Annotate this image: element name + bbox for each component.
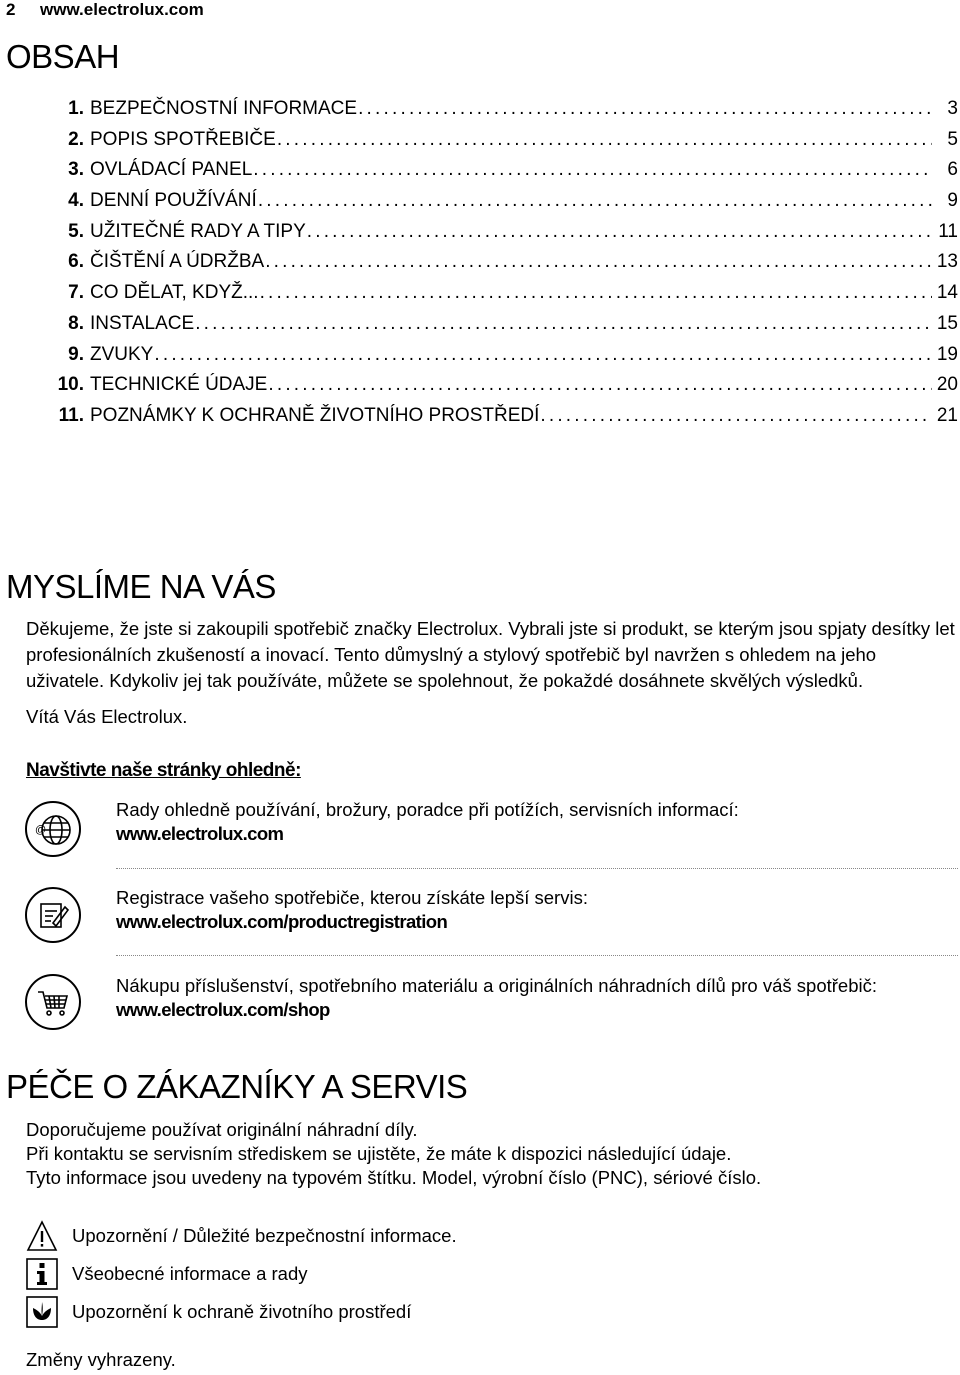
toc-item-2[interactable] — [54, 129, 958, 160]
toc-item-1[interactable] — [54, 98, 958, 129]
toc-leader-dots — [253, 159, 932, 181]
environment-icon — [26, 1296, 58, 1328]
toc-item-title: POZNÁMKY K OCHRANĚ ŽIVOTNÍHO PROSTŘEDÍ — [90, 404, 540, 426]
toc-leader-dots — [268, 374, 932, 396]
toc-item-title: OVLÁDACÍ PANEL — [90, 159, 253, 181]
toc-item-title: CO DĚLAT, KDYŽ... — [90, 282, 259, 304]
visit-item-2-text: Registrace vašeho spotřebiče, kterou získáte lepší servis: — [116, 887, 588, 908]
toc-item-page: 15 — [936, 312, 958, 334]
footer-note: Změny vyhrazeny. — [26, 1349, 176, 1370]
legend-text: Všeobecné informace a rady — [72, 1263, 308, 1284]
visit-item-1-url[interactable]: www.electrolux.com — [116, 823, 284, 844]
toc-item-page: 9 — [947, 190, 958, 212]
toc-leader-dots — [277, 129, 932, 151]
legend-warning — [26, 1220, 457, 1252]
visit-item-1-text: Rady ohledně používání, brožury, poradce při potížích, servisních informací: — [116, 799, 739, 820]
toc-item-page: 13 — [936, 251, 958, 273]
toc-item-11[interactable] — [54, 405, 958, 436]
toc-leader-dots — [265, 251, 932, 273]
toc-item-title: BEZPEČNOSTNÍ INFORMACE — [90, 98, 358, 119]
toc-item-9[interactable] — [54, 344, 958, 375]
separator — [116, 868, 958, 869]
toc-item-6[interactable] — [54, 251, 958, 282]
svg-text:@: @ — [35, 824, 47, 836]
legend-info — [26, 1258, 308, 1290]
table-of-contents — [54, 98, 958, 436]
toc-item-title: INSTALACE — [90, 312, 195, 334]
toc-item-number: 6. — [68, 251, 84, 273]
visit-item-3-url[interactable]: www.electrolux.com/shop — [116, 999, 330, 1020]
toc-item-title: DENNÍ POUŽÍVÁNÍ — [90, 190, 257, 212]
thanks-paragraph: Děkujeme, že jste si zakoupili spotřebič značky Electrolux. Vybrali jste si produkt, se kterým jsou spjaty desítky let profesionálních zkušeností a inovací. Tento důmyslný a stylový spotřebič byl navržen s ohledem na jeho uživatele. Kdykoliv jej tak používáte, můžete se spolehnout, že pokaždé dosáhnete skvělých výsledků. — [26, 618, 955, 691]
toc-leader-dots — [258, 190, 932, 212]
toc-item-3[interactable] — [54, 159, 958, 190]
visit-item-2-url[interactable]: www.electrolux.com/productregistration — [116, 911, 448, 932]
toc-item-page: 20 — [936, 374, 958, 396]
toc-title: OBSAH — [6, 38, 120, 75]
separator — [116, 955, 958, 956]
header-url[interactable]: www.electrolux.com — [40, 0, 204, 19]
toc-item-number: 5. — [68, 220, 84, 242]
care-title: PÉČE O ZÁKAZNÍKY A SERVIS — [6, 1068, 468, 1105]
care-line-3: Tyto informace jsou uvedeny na typovém štítku. Model, výrobní číslo (PNC), sériové číslo. — [26, 1167, 762, 1188]
toc-item-10[interactable] — [54, 374, 958, 405]
toc-item-number: 8. — [68, 312, 84, 334]
toc-item-number: 4. — [68, 190, 84, 212]
toc-item-page: 14 — [936, 282, 958, 304]
care-line-1: Doporučujeme používat originální náhradní díly. — [26, 1119, 418, 1140]
toc-item-page: 3 — [947, 98, 958, 119]
toc-leader-dots — [307, 221, 932, 243]
legend-text: Upozornění / Důležité bezpečnostní informace. — [72, 1225, 457, 1246]
toc-item-number: 3. — [68, 159, 84, 181]
shopping-cart-icon — [25, 974, 81, 1030]
toc-item-8[interactable] — [54, 313, 958, 344]
thinking-title: MYSLÍME NA VÁS — [6, 568, 276, 605]
toc-item-page: 5 — [947, 128, 958, 150]
toc-item-number: 1. — [68, 98, 84, 119]
visit-heading: Navštivte naše stránky ohledně: — [26, 760, 301, 781]
toc-item-number: 2. — [68, 128, 84, 150]
toc-item-number: 10. — [57, 374, 84, 396]
toc-item-title: ČIŠTĚNÍ A ÚDRŽBA — [90, 251, 265, 273]
toc-leader-dots — [154, 344, 932, 366]
toc-item-title: POPIS SPOTŘEBIČE — [90, 128, 276, 150]
toc-item-7[interactable] — [54, 282, 958, 313]
legend-text: Upozornění k ochraně životního prostředí — [72, 1301, 412, 1322]
toc-item-title: ZVUKY — [90, 343, 154, 365]
toc-item-page: 6 — [947, 159, 958, 181]
toc-leader-dots — [540, 405, 932, 427]
toc-leader-dots — [358, 98, 932, 120]
registration-pen-icon — [25, 887, 81, 943]
globe-icon — [25, 801, 81, 857]
toc-item-number: 7. — [68, 282, 84, 304]
legend-environment — [26, 1296, 411, 1328]
toc-item-title: UŽITEČNÉ RADY A TIPY — [90, 220, 306, 242]
toc-item-number: 11. — [58, 404, 84, 426]
toc-item-page: 11 — [938, 220, 958, 242]
toc-item-number: 9. — [68, 343, 84, 365]
toc-leader-dots — [260, 282, 932, 304]
toc-leader-dots — [195, 313, 932, 335]
welcome-text: Vítá Vás Electrolux. — [26, 706, 188, 727]
toc-item-page: 19 — [936, 343, 958, 365]
page-number: 2 — [6, 0, 16, 19]
visit-item-3-text: Nákupu příslušenství, spotřebního materiálu a originálních náhradních dílů pro váš spotřebič: — [116, 975, 877, 996]
info-icon — [26, 1258, 58, 1290]
toc-item-4[interactable] — [54, 190, 958, 221]
toc-item-5[interactable] — [54, 221, 958, 252]
toc-item-title: TECHNICKÉ ÚDAJE — [90, 374, 268, 396]
warning-icon — [26, 1220, 58, 1252]
toc-item-page: 21 — [936, 404, 958, 426]
care-line-2: Při kontaktu se servisním střediskem se ujistěte, že máte k dispozici následující údaje. — [26, 1143, 732, 1164]
